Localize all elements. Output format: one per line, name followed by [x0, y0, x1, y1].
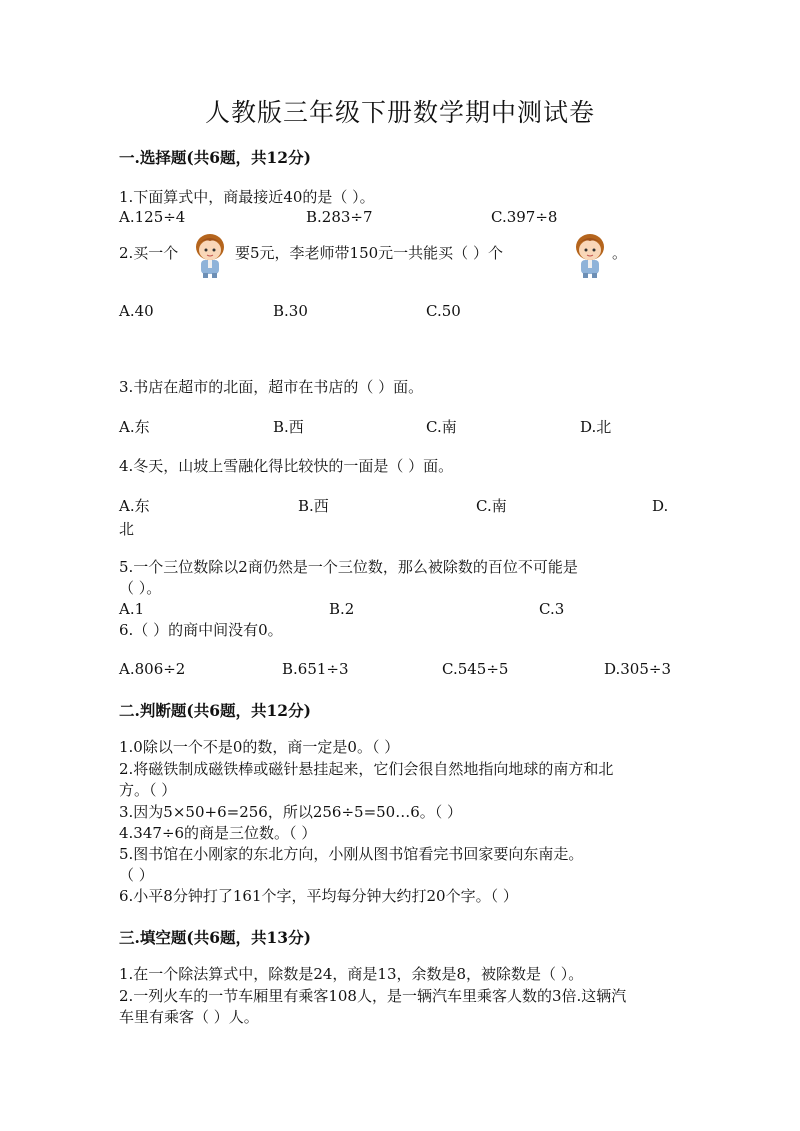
option-a: A.40: [119, 302, 154, 320]
question-2-5: 5.图书馆在小刚家的东北方向，小刚从图书馆看完书回家要向东南走。: [119, 845, 584, 863]
question-2-3: 3.因为5×50+6=256，所以256÷5=50…6。（ ）: [119, 803, 463, 821]
question-2-4: 4.347÷6的商是三位数。（ ）: [119, 824, 317, 842]
option-b: B.651÷3: [282, 660, 349, 678]
boy-doll-icon: [190, 232, 230, 278]
option-d-wrap: 北: [119, 520, 135, 538]
option-b: B.30: [273, 302, 308, 320]
option-b: B.283÷7: [306, 208, 373, 226]
option-b: B.2: [329, 600, 355, 618]
question-1-4: 4.冬天，山坡上雪融化得比较快的一面是（ ）面。: [119, 457, 454, 475]
option-c: C.南: [476, 497, 507, 515]
question-2-6: 6.小平8分钟打了161个字，平均每分钟大约打20个字。（ ）: [119, 887, 518, 905]
option-c: C.397÷8: [491, 208, 558, 226]
option-c: C.50: [426, 302, 461, 320]
question-2-5-wrap: （ ）: [119, 866, 154, 884]
section-heading-fill: 三.填空题(共6题，共13分): [119, 928, 311, 947]
option-c: C.3: [539, 600, 565, 618]
question-3-2-wrap: 车里有乘客（ ）人。: [119, 1008, 259, 1026]
question-1-5-wrap: （ ）。: [119, 579, 162, 597]
question-1-2-part2: 要5元，李老师带150元一共能买（ ）个: [235, 244, 503, 262]
option-a: A.125÷4: [119, 208, 186, 226]
option-a: A.806÷2: [119, 660, 186, 678]
page-title: 人教版三年级下册数学期中测试卷: [204, 98, 595, 127]
option-b: B.西: [298, 497, 329, 515]
question-3-2: 2.一列火车的一节车厢里有乘客108人，是一辆汽车里乘客人数的3倍.这辆汽: [119, 987, 627, 1005]
option-d: D.305÷3: [604, 660, 672, 678]
question-2-1: 1.0除以一个不是0的数，商一定是0。（ ）: [119, 738, 400, 756]
option-a: A.东: [119, 418, 150, 436]
question-1-3: 3.书店在超市的北面，超市在书店的（ ）面。: [119, 378, 424, 396]
option-d: D.北: [580, 418, 612, 436]
question-1-5: 5.一个三位数除以2商仍然是一个三位数，那么被除数的百位不可能是: [119, 558, 578, 576]
boy-doll-icon: [570, 232, 610, 278]
option-c: C.南: [426, 418, 457, 436]
question-1-1: 1.下面算式中，商最接近40的是（ ）。: [119, 188, 375, 206]
option-d: D.: [652, 497, 669, 515]
option-c: C.545÷5: [442, 660, 509, 678]
section-heading-judge: 二.判断题(共6题，共12分): [119, 701, 311, 720]
option-a: A.1: [119, 600, 145, 618]
question-2-2-wrap: 方。（ ）: [119, 781, 177, 799]
question-1-2-part1: 2.买一个: [119, 244, 179, 262]
question-2-2: 2.将磁铁制成磁铁棒或磁针悬挂起来，它们会很自然地指向地球的南方和北: [119, 760, 614, 778]
question-1-6: 6.（ ）的商中间没有0。: [119, 621, 283, 639]
question-1-2-part3: 。: [612, 244, 628, 262]
section-heading-choice: 一.选择题(共6题，共12分): [119, 148, 311, 167]
option-a: A.东: [119, 497, 150, 515]
question-3-1: 1.在一个除法算式中，除数是24，商是13，余数是8，被除数是（ ）。: [119, 965, 584, 983]
option-b: B.西: [273, 418, 304, 436]
